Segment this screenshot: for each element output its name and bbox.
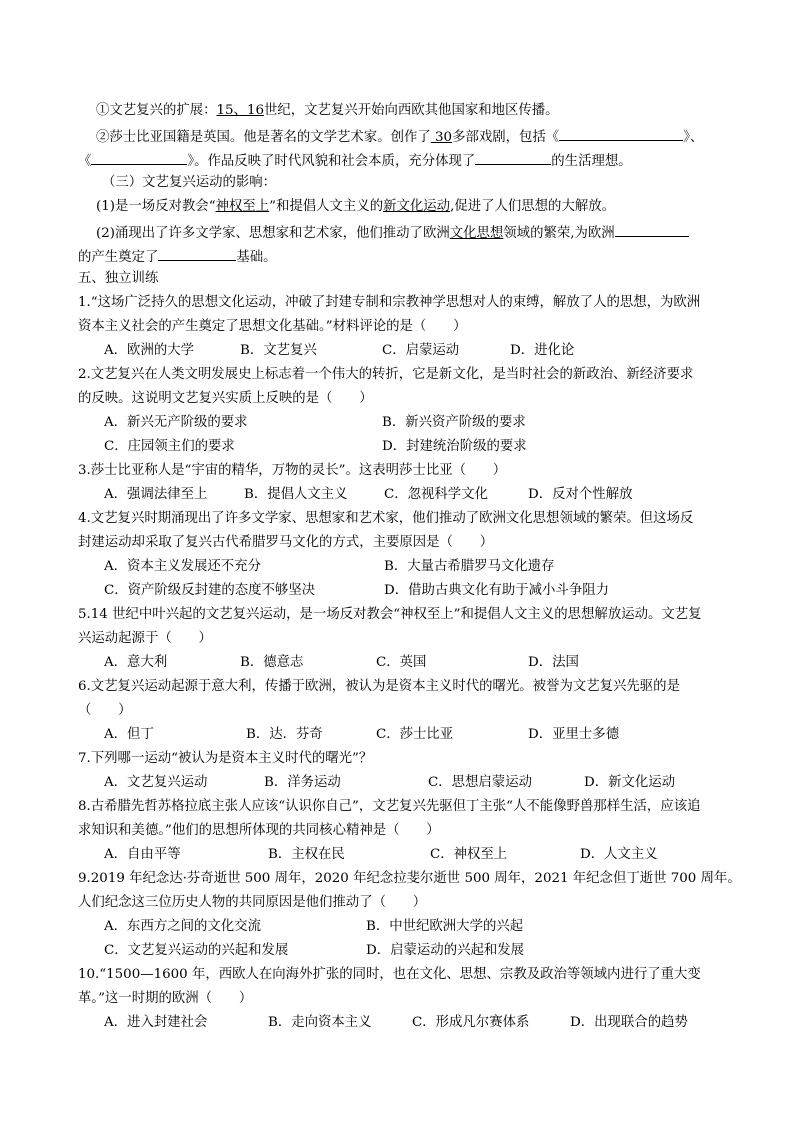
question-9-option-D[interactable]: D．启蒙运动的兴起和发展 bbox=[366, 943, 525, 958]
question-1-option-B[interactable]: B．文艺复兴 bbox=[240, 343, 317, 358]
question-7-option-A[interactable]: A．文艺复兴运动 bbox=[104, 775, 208, 790]
question-3-option-A[interactable]: A．强调法律至上 bbox=[104, 487, 208, 502]
question-1-text: 资本主义社会的产生奠定了思想文化基础。”材料评论的是（ ） bbox=[78, 319, 467, 334]
shakespeare-line bbox=[96, 126, 703, 147]
question-8-option-A[interactable]: A．自由平等 bbox=[104, 847, 181, 862]
question-4-option-C[interactable]: C．资产阶级反封建的态度不够坚决 bbox=[104, 583, 316, 598]
spread-line bbox=[96, 102, 559, 120]
question-8-option-C[interactable]: C．神权至上 bbox=[430, 847, 508, 862]
question-10-option-B[interactable]: B．走向资本主义 bbox=[268, 1015, 372, 1030]
question-10-option-A[interactable]: A．进入封建社会 bbox=[104, 1015, 208, 1030]
question-8-option-D[interactable]: D．人文主义 bbox=[580, 847, 658, 862]
question-6-option-B[interactable]: B．达．芬奇 bbox=[246, 727, 323, 742]
question-6-option-C[interactable]: C．莎士比亚 bbox=[376, 727, 454, 742]
impact-line-1: (1)是一场反对教会“神权至上”和提倡人文主义的新文化运动,促进了人们思想的大解放。 bbox=[96, 199, 616, 214]
question-3-option-D[interactable]: D．反对个性解放 bbox=[528, 487, 633, 502]
question-2-option-D[interactable]: D．封建统治阶级的要求 bbox=[382, 439, 527, 454]
question-4-text: 4.文艺复兴时期涌现出了许多文学家、思想家和艺术家，他们推动了欧洲文化思想领域的繁荣。但这场反 bbox=[78, 511, 694, 526]
question-4-option-B[interactable]: B．大量古希腊罗马文化遗存 bbox=[384, 559, 555, 574]
impact-line-3: 的产生奠定了 基础。 bbox=[78, 246, 277, 267]
question-1-option-C[interactable]: C．启蒙运动 bbox=[382, 343, 460, 358]
text: 多部戏剧，包括《 bbox=[452, 130, 560, 145]
question-10-text: 10.“1500—1600 年，西欧人在向海外扩张的同时，也在文化、思想、宗教及政治等领域内进行了重大变 bbox=[78, 967, 701, 982]
underlined-text: 15、16 bbox=[216, 103, 264, 118]
question-8-option-B[interactable]: B．主权在民 bbox=[268, 847, 345, 862]
question-3-text: 3.莎士比亚称人是“宇宙的精华，万物的灵长”。这表明莎士比亚（ ） bbox=[78, 463, 507, 478]
fill-blank[interactable] bbox=[559, 126, 683, 141]
question-5-option-B[interactable]: B．德意志 bbox=[240, 655, 304, 670]
question-6-text: （ ） bbox=[78, 703, 132, 718]
impact-line-2: (2)涌现出了许多文学家、思想家和艺术家，他们推动了欧洲文化思想领域的繁荣,为欧洲 bbox=[96, 222, 689, 243]
question-8-text: 求知识和美德。”他们的思想所体现的共同核心精神是（ ） bbox=[78, 823, 440, 838]
question-1-text: 1.“这场广泛持久的思想文化运动，冲破了封建专制和宗教神学思想对人的束缚，解放了人的思想，为欧洲 bbox=[78, 295, 701, 310]
question-9-text: 人们纪念这三位历史人物的共同原因是他们推动了（ ） bbox=[78, 895, 427, 910]
section-heading-practice: 五、独立训练 bbox=[78, 271, 159, 286]
question-9-option-A[interactable]: A．东西方之间的文化交流 bbox=[104, 919, 261, 934]
question-9-option-C[interactable]: C．文艺复兴运动的兴起和发展 bbox=[104, 943, 289, 958]
fill-blank[interactable] bbox=[91, 150, 187, 165]
question-7-option-D[interactable]: D．新文化运动 bbox=[584, 775, 676, 790]
text: 》。作品反映了时代风貌和社会本质，充分体现了 bbox=[187, 154, 476, 169]
question-7-option-C[interactable]: C．思想启蒙运动 bbox=[428, 775, 532, 790]
text: ②莎士比亚国籍是英国。他是著名的文学艺术家。创作了 bbox=[96, 130, 431, 145]
text: ①文艺复兴的扩展： bbox=[96, 103, 217, 118]
question-6-option-A[interactable]: A．但丁 bbox=[104, 727, 154, 742]
question-5-text: 5.14 世纪中叶兴起的文艺复兴运动，是一场反对教会“神权至上”和提倡人文主义的思想解放运动。文艺复 bbox=[78, 607, 702, 622]
question-1-option-A[interactable]: A．欧洲的大学 bbox=[104, 343, 195, 358]
question-8-text: 8.古希腊先哲苏格拉底主张人应该“认识你自己”，文艺复兴先驱但丁主张“人不能像野兽那样生活，应该追 bbox=[78, 799, 701, 814]
question-5-option-D[interactable]: D．法国 bbox=[528, 655, 579, 670]
text: 的生活理想。 bbox=[551, 154, 632, 169]
question-6-option-D[interactable]: D．亚里士多德 bbox=[528, 727, 620, 742]
text: 世纪，文艺复兴开始向西欧其他国家和地区传播。 bbox=[263, 103, 559, 118]
question-4-option-A[interactable]: A．资本主义发展还不充分 bbox=[104, 559, 261, 574]
question-10-text: 革。”这一时期的欧洲（ ） bbox=[78, 991, 253, 1006]
question-1-option-D[interactable]: D．进化论 bbox=[510, 343, 575, 358]
question-6-text: 6.文艺复兴运动起源于意大利，传播于欧洲，被认为是资本主义时代的曙光。被誉为文艺复兴先驱的是 bbox=[78, 679, 680, 694]
question-2-option-B[interactable]: B．新兴资产阶级的要求 bbox=[382, 415, 526, 430]
question-9-text: 9.2019 年纪念达·芬奇逝世 500 周年，2020 年纪念拉斐尔逝世 500 周年，2021 年纪念但丁逝世 700 周年。 bbox=[78, 871, 741, 886]
question-10-option-C[interactable]: C．形成凡尔赛体系 bbox=[412, 1015, 530, 1030]
fill-blank[interactable] bbox=[475, 150, 551, 165]
question-4-option-D[interactable]: D．借助古典文化有助于减小斗争阻力 bbox=[384, 583, 609, 598]
question-2-text: 的反映。这说明文艺复兴实质上反映的是（ ） bbox=[78, 391, 373, 406]
question-7-text: 7.下列哪一运动“被认为是资本主义时代的曙光”？ bbox=[78, 751, 373, 766]
text: 》、 bbox=[683, 130, 704, 145]
question-5-option-A[interactable]: A．意大利 bbox=[104, 655, 168, 670]
question-2-option-A[interactable]: A．新兴无产阶级的要求 bbox=[104, 415, 248, 430]
question-5-option-C[interactable]: C．英国 bbox=[376, 655, 427, 670]
question-3-option-C[interactable]: C．忽视科学文化 bbox=[384, 487, 488, 502]
question-3-option-B[interactable]: B．提倡人文主义 bbox=[244, 487, 348, 502]
question-10-option-D[interactable]: D．出现联合的趋势 bbox=[570, 1015, 688, 1030]
question-5-text: 兴运动起源于（ ） bbox=[78, 631, 212, 646]
section-heading-impact: （三）文艺复兴运动的影响： bbox=[102, 175, 277, 190]
underlined-text: 30 bbox=[435, 130, 453, 145]
question-9-option-B[interactable]: B．中世纪欧洲大学的兴起 bbox=[366, 919, 524, 934]
question-7-option-B[interactable]: B．洋务运动 bbox=[264, 775, 341, 790]
question-2-option-C[interactable]: C．庄园领主们的要求 bbox=[104, 439, 235, 454]
question-2-text: 2.文艺复兴在人类文明发展史上标志着一个伟大的转折，它是新文化，是当时社会的新政治、新经济要求 bbox=[78, 367, 694, 382]
fill-blank[interactable] bbox=[615, 222, 689, 237]
shakespeare-line-2 bbox=[78, 150, 632, 171]
question-4-text: 封建运动却采取了复兴古代希腊罗马文化的方式，主要原因是（ ） bbox=[78, 535, 494, 550]
fill-blank[interactable] bbox=[158, 246, 236, 261]
text: 《 bbox=[78, 154, 92, 169]
